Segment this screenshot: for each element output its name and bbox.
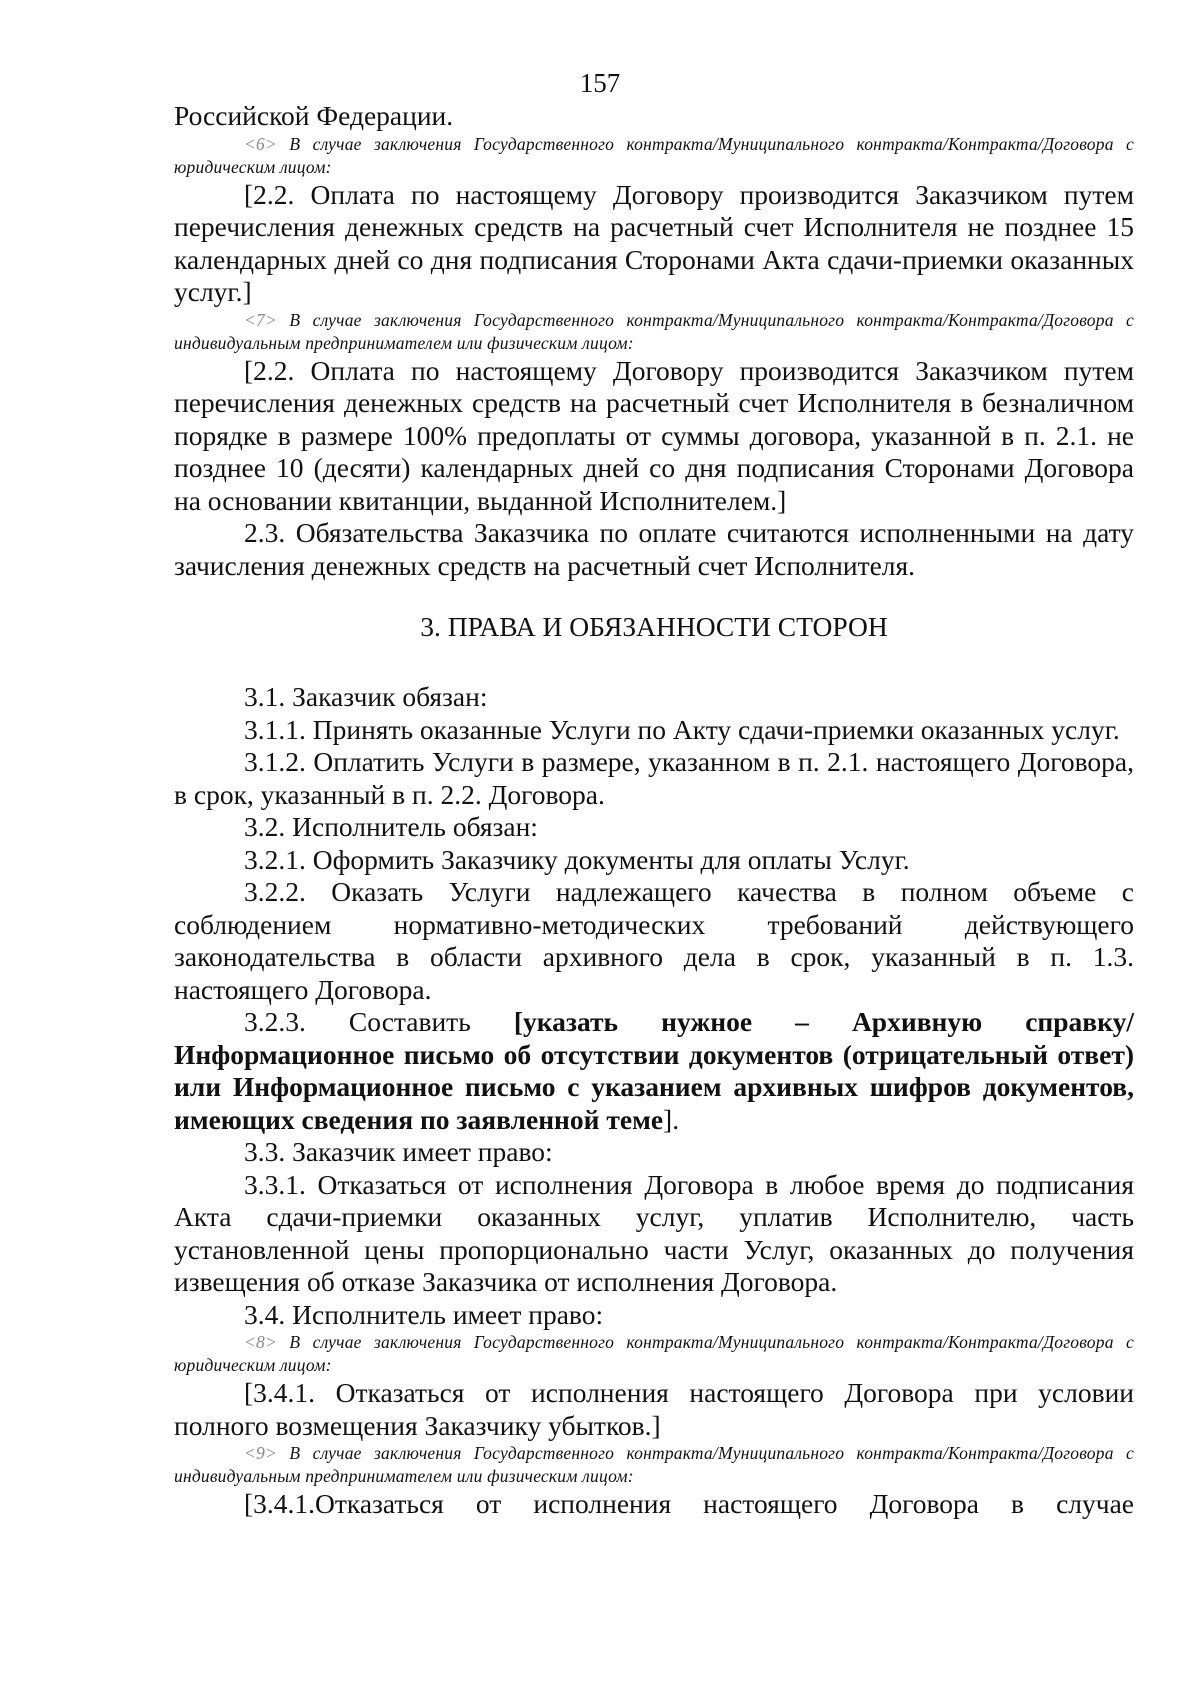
clause-3-2-3-placeholder: [указать нужное – Архивную справку/Информационное письмо об отсутствии документов (отрицательный ответ) или Информационное письмо с указанием архивных шифров документов, имеющих сведения по заявленной теме xyxy=(174,1006,1135,1135)
footnote-text: В случае заключения Государственного контракта/Муниципального контракта/Контракта/Договора с индивидуальным предпринимателем или физическим лицом: xyxy=(174,309,1134,353)
clause-2-2-individual: [2.2. Оплата по настоящему Договору производится Заказчиком путем перечисления денежных средств на расчетный счет Исполнителя в безналичном порядке в размере 100% предоплаты от суммы договора, указанной в п. 2.1. не позднее 10 (десяти) календарных дней со дня подписания Сторонами Договора на основании квитанции, выданной Исполнителем.] xyxy=(174,354,1134,516)
clause-3-2-1: 3.2.1. Оформить Заказчику документы для оплаты Услуг. xyxy=(244,843,910,875)
clause-3-1: 3.1. Заказчик обязан: xyxy=(244,681,488,712)
footnote-marker: <9> xyxy=(244,1443,277,1463)
footnote-6 xyxy=(174,133,1134,179)
page-number: 157 xyxy=(579,68,621,98)
footnote-9 xyxy=(174,1442,1134,1488)
footnote-marker: <8> xyxy=(244,1332,277,1352)
clause-3-4-1-individual: [3.4.1.Отказаться от исполнения настоящего Договора в случае xyxy=(244,1488,1134,1519)
clause-3-1-1: 3.1.1. Принять оказанные Услуги по Акту сдачи-приемки оказанных услуг. xyxy=(244,713,1120,745)
footnote-8 xyxy=(174,1331,1134,1377)
footnote-text: В случае заключения Государственного контракта/Муниципального контракта/Контракта/Договора с юридическим лицом: xyxy=(174,1332,1134,1375)
section-heading-3: 3. ПРАВА И ОБЯЗАННОСТИ СТОРОН xyxy=(420,611,888,642)
clause-3-2-2: 3.2.2. Оказать Услуги надлежащего качества в полном объеме с соблюдением нормативно-методических требований действующего законодательства в области архивного дела в срок, указанный в п. 1.3. настоящего Договора. xyxy=(174,876,1134,1005)
clause-3-4-1-legal: [3.4.1. Отказаться от исполнения настоящего Договора при условии полного возмещения Заказчику убытков.] xyxy=(174,1377,1134,1441)
clause-3-3-1: 3.3.1. Отказаться от исполнения Договора в любое время до подписания Акта сдачи-приемки оказанных услуг, уплатив Исполнителю, часть установленной цены пропорционально части Услуг, оказанных до получения извещения об отказе Заказчика от исполнения Договора. xyxy=(174,1168,1134,1297)
footnote-marker: <7> xyxy=(244,309,277,330)
paragraph-continuation: Российской Федерации. xyxy=(174,100,454,131)
clause-3-4: 3.4. Исполнитель имеет право: xyxy=(244,1298,604,1330)
clause-3-2: 3.2. Исполнитель обязан: xyxy=(244,811,538,842)
footnote-7 xyxy=(174,309,1134,355)
clause-2-3: 2.3. Обязательства Заказчика по оплате считаются исполненными на дату зачисления денежных средств на расчетный счет Исполнителя. xyxy=(174,517,1134,581)
clause-2-2-legal: [2.2. Оплата по настоящему Договору производится Заказчиком путем перечисления денежных средств на расчетный счет Исполнителя не позднее 15 календарных дней со дня подписания Сторонами Акта сдачи-приемки оказанных услуг.] xyxy=(174,178,1134,307)
clause-3-2-3-lead: 3.2.3. Составить xyxy=(244,1006,514,1037)
document-body xyxy=(174,100,1134,1521)
clause-3-2-3-end: ]. xyxy=(663,1103,680,1135)
footnote-text: В случае заключения Государственного контракта/Муниципального контракта/Контракта/Договора с юридическим лицом: xyxy=(174,133,1134,177)
footnote-text: В случае заключения Государственного контракта/Муниципального контракта/Контракта/Договора с индивидуальным предпринимателем или физическим лицом: xyxy=(174,1443,1134,1486)
clause-3-1-2: 3.1.2. Оплатить Услуги в размере, указанном в п. 2.1. настоящего Договора, в срок, указанный в п. 2.2. Договора. xyxy=(174,746,1134,810)
clause-3-3: 3.3. Заказчик имеет право: xyxy=(244,1136,553,1167)
footnote-marker: <6> xyxy=(244,133,277,154)
clause-3-2-3 xyxy=(174,1006,1134,1136)
